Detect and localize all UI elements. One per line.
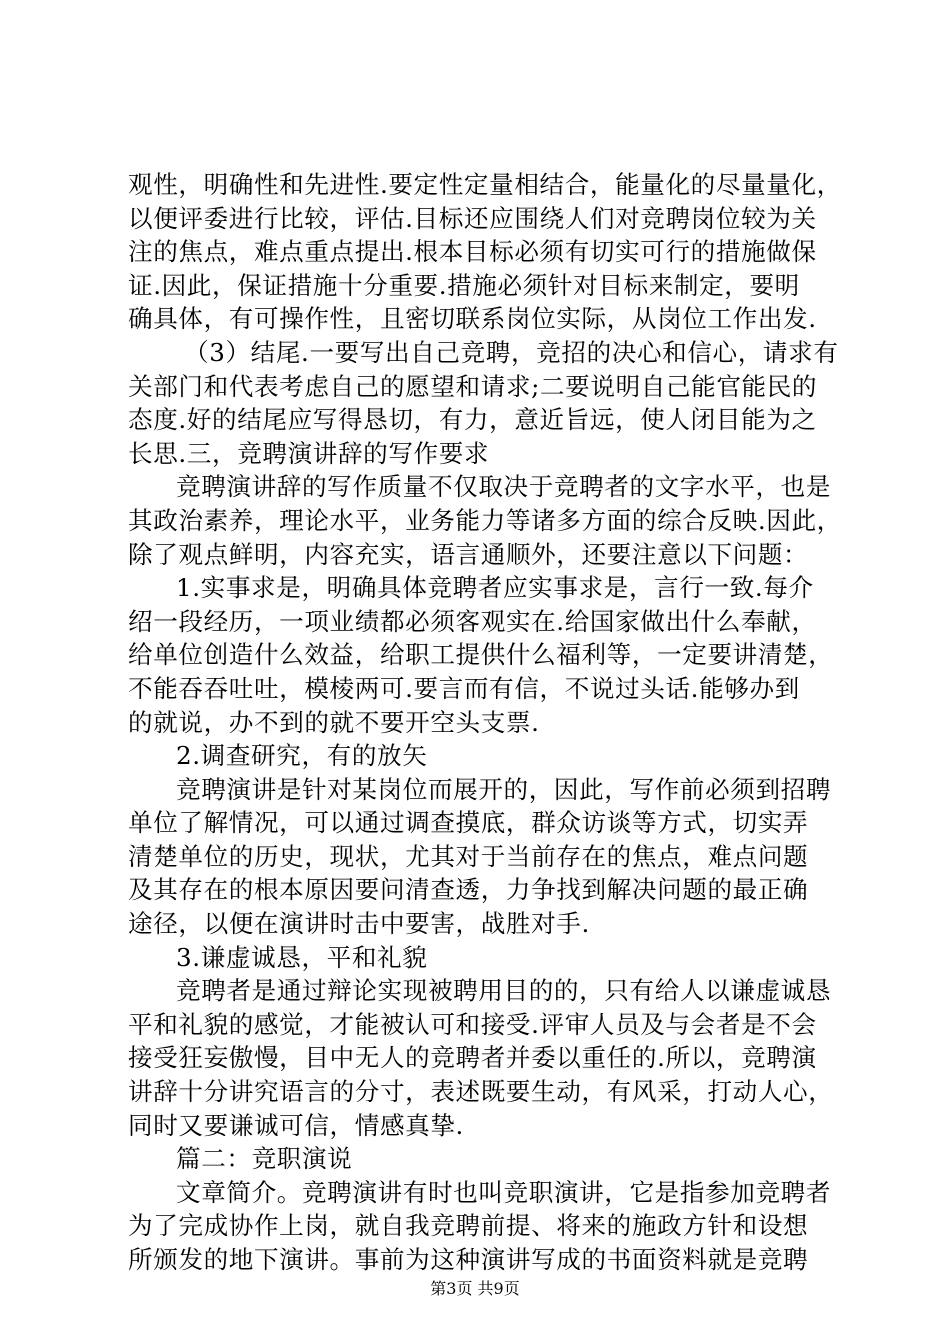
text-line: 注的焦点，难点重点提出.根本目标必须有切实可行的措施做保 <box>128 237 817 267</box>
text-line: 同时又要谦诚可信，情感真挚. <box>128 1110 464 1140</box>
text-line: 清楚单位的历史，现状，尤其对于当前存在的焦点，难点问题 <box>128 841 809 871</box>
section-heading: 3.谦虚诚恳，平和礼貌 <box>176 942 428 972</box>
text-line: 长思.三，竞聘演讲辞的写作要求 <box>128 438 490 468</box>
text-line: 不能吞吞吐吐，模棱两可.要言而有信，不说过头话.能够办到 <box>128 673 800 703</box>
text-line: 态度.好的结尾应写得恳切，有力，意近旨远，使人闭目能为之 <box>128 405 817 435</box>
text-line: （3）结尾.一要写出自己竞聘，竞招的决心和信心，请求有 <box>184 337 839 367</box>
text-line: 单位了解情况，可以通过调查摸底，群众访谈等方式，切实弄 <box>128 808 809 838</box>
text-line: 竞聘演讲是针对某岗位而展开的，因此，写作前必须到招聘 <box>176 774 832 804</box>
text-line: 其政治素养，理论水平，业务能力等诸多方面的综合反映.因此， <box>128 505 842 535</box>
text-line: 给单位创造什么效益，给职工提供什么福利等，一定要讲清楚， <box>128 640 834 670</box>
text-line: 为了完成协作上岗，就自我竞聘前提、将来的施政方针和设想 <box>128 1211 809 1241</box>
text-line: 观性，明确性和先进性.要定性定量相结合，能量化的尽量量化， <box>128 170 842 199</box>
text-line: 竞聘者是通过辩论实现被聘用目的的，只有给人以谦虚诚恳 <box>176 976 832 1006</box>
text-line: 确具体，有可操作性，且密切联系岗位实际，从岗位工作出发. <box>128 304 817 334</box>
page-number-footer: 第3页 共9页 <box>430 1279 520 1298</box>
section-heading: 篇二：竞职演说 <box>176 1144 353 1174</box>
text-line: 接受狂妄傲慢，目中无人的竞聘者并委以重任的.所以，竞聘演 <box>128 1043 817 1073</box>
section-heading: 2.调查研究，有的放矢 <box>176 741 428 771</box>
text-line: 1.实事求是，明确具体竞聘者应实事求是，言行一致.每介 <box>176 573 814 603</box>
text-line: 除了观点鲜明，内容充实，语言通顺外，还要注意以下问题： <box>128 539 809 569</box>
text-line: 所颁发的地下演讲。事前为这种演讲写成的书面资料就是竞聘 <box>128 1245 809 1274</box>
text-line: 关部门和代表考虑自己的愿望和请求;二要说明自己能官能民的 <box>128 371 818 401</box>
text-line: 讲辞十分讲究语言的分寸，表述既要生动，有风采，打动人心， <box>128 1077 834 1107</box>
text-line: 及其存在的根本原因要问清查透，力争找到解决问题的最正确 <box>128 875 809 905</box>
text-line: 绍一段经历，一项业绩都必须客观实在.给国家做出什么奉献， <box>128 606 817 636</box>
body-text <box>128 168 848 1277</box>
text-line: 的就说，办不到的就不要开空头支票. <box>128 707 540 737</box>
text-line: 平和礼貌的感觉，才能被认可和接受.评审人员及与会者是不会 <box>128 1009 817 1039</box>
text-line: 以便评委进行比较，评估.目标还应围绕人们对竞聘岗位较为关 <box>128 203 817 233</box>
text-line: 竞聘演讲辞的写作质量不仅取决于竞聘者的文字水平，也是 <box>176 472 832 502</box>
text-line: 证.因此，保证措施十分重要.措施必须针对目标来制定，要明 <box>128 270 800 300</box>
text-line: 途径，以便在演讲时击中要害，战胜对手. <box>128 909 590 939</box>
text-line: 文章简介。竞聘演讲有时也叫竞职演讲，它是指参加竞聘者 <box>176 1177 832 1207</box>
